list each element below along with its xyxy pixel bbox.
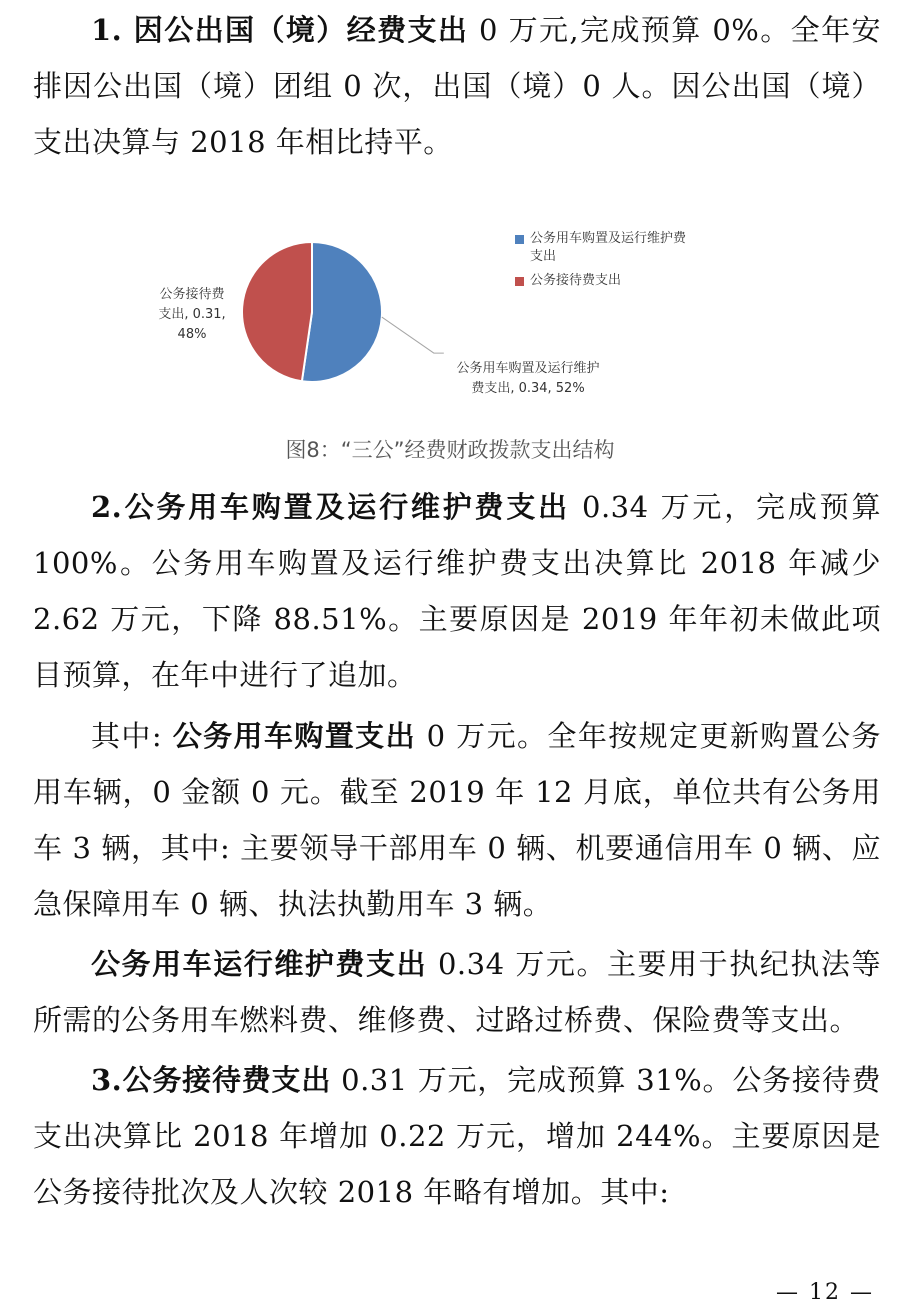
page-number: — 12 — [776, 1280, 874, 1305]
lead-vehicle-purchase: 其中: [91, 719, 173, 753]
heading-vehicle-expense: 2.公务用车购置及运行维护费支出 [91, 490, 570, 524]
text-reception-expense: 0.31 万元，完成预算 31%。公务接待费支出决算比 2018 年增加 0.22 万元，增加 244%。主要原因是公务接待批次及人次较 2018 年略有增加。其中: [33, 1063, 881, 1209]
legend-swatch-vehicle [515, 235, 524, 244]
legend-label-reception: 公务接待费支出 [530, 273, 622, 288]
paragraph-overseas-expense [33, 2, 881, 170]
data-label-reception-line3: 48% [177, 327, 207, 342]
legend-label-vehicle: 公务用车购置及运行维护费支出 [530, 231, 687, 264]
chart-legend [515, 230, 695, 296]
leader-line-vehicle [382, 317, 444, 353]
heading-vehicle-maintenance: 公务用车运行维护费支出 [91, 947, 428, 981]
paragraph-reception-expense [33, 1052, 881, 1220]
data-label-vehicle-line1: 公务用车购置及运行维护 [456, 361, 600, 376]
text-overseas-expense: 0 万元,完成预算 0%。全年安排因公出国（境）团组 0 次，出国（境）0 人。因公出国（境）支出决算与 2018 年相比持平。 [33, 13, 881, 159]
data-label-reception-line2: 支出, 0.31, [158, 307, 226, 322]
pie-slice-vehicle [302, 242, 382, 382]
legend-swatch-reception [515, 277, 524, 286]
text-vehicle-maintenance: 0.34 万元。主要用于执纪执法等所需的公务用车燃料费、维修费、过路过桥费、保险费等支出。 [33, 947, 881, 1037]
heading-overseas-expense: 1. 因公出国（境）经费支出 [91, 13, 469, 47]
text-vehicle-purchase: 0 万元。全年按规定更新购置公务用车辆，0 金额 0 元。截至 2019 年 12 月底，单位共有公务用车 3 辆，其中: 主要领导干部用车 0 辆、机要通信用车 0 辆、应急保障用车 0 辆、执法执勤用车 3 辆。 [33, 719, 881, 921]
paragraph-vehicle-expense [33, 479, 881, 703]
chart-caption: 图8：“三公”经费财政拨款支出结构 [285, 438, 615, 462]
pie-chart [130, 220, 770, 470]
heading-vehicle-purchase: 公务用车购置支出 [172, 719, 416, 753]
heading-reception-expense: 3.公务接待费支出 [91, 1063, 332, 1097]
data-label-vehicle-line2: 费支出, 0.34, 52% [471, 381, 585, 396]
paragraph-vehicle-purchase [33, 708, 881, 932]
data-label-reception-line1: 公务接待费 [159, 287, 225, 302]
legend-item-vehicle [515, 230, 695, 266]
pie-slice-reception [242, 242, 312, 381]
paragraph-vehicle-maintenance [33, 936, 881, 1048]
text-vehicle-expense: 0.34 万元，完成预算 100%。公务用车购置及运行维护费支出决算比 2018 年减少 2.62 万元，下降 88.51%。主要原因是 2019 年年初未做此项目预算，在年中进行了追加。 [33, 490, 881, 692]
legend-item-reception [515, 272, 695, 290]
